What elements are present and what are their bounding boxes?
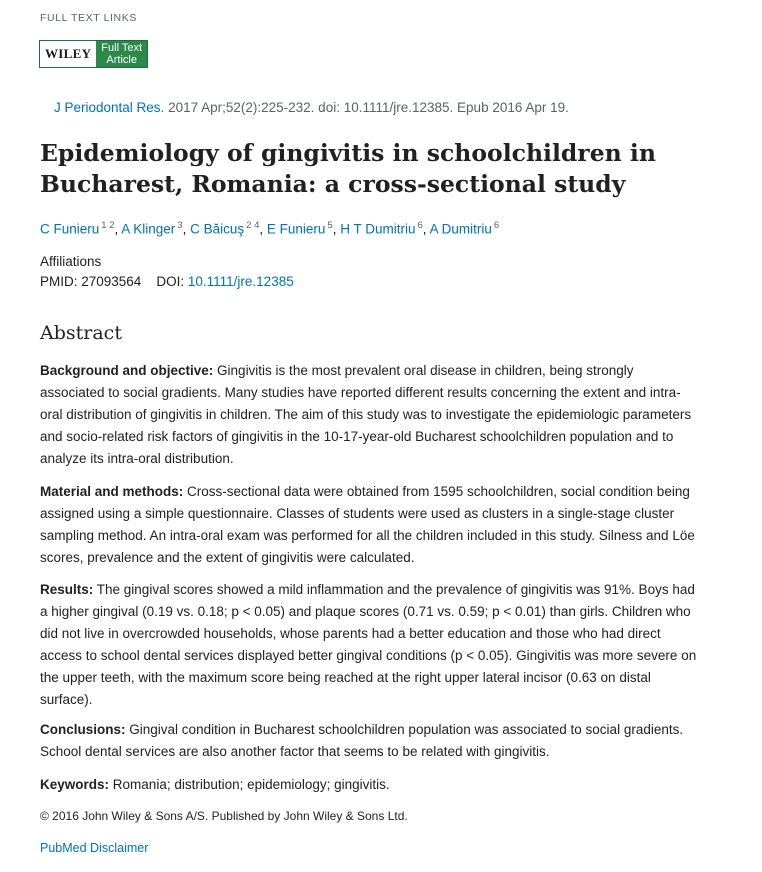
abstract-keywords: [40, 774, 700, 796]
author-link[interactable]: A Klinger: [121, 221, 176, 237]
section-label: Background and objective:: [40, 363, 214, 378]
journal-link[interactable]: J Periodontal Res.: [54, 100, 165, 115]
author-affiliation-ref[interactable]: 2 4: [246, 220, 260, 231]
abstract-background: [40, 360, 700, 470]
author-affiliation-ref[interactable]: 3: [177, 220, 183, 231]
abstract-methods: [40, 481, 700, 569]
abstract-heading: Abstract: [40, 322, 122, 344]
section-text: Cross-sectional data were obtained from 1595 schoolchildren, social condition being assigned using a simple questionnaire. Classes of students were used as clusters in a single-stage cluster sampling method. An intra-oral exam was performed for all the children included in this study. Silness and Löe scores, prevalence and the extent of gingivitis were calculated.: [40, 484, 695, 565]
badge-line2: Article: [106, 54, 137, 66]
full-text-links-header: FULL TEXT LINKS: [40, 12, 137, 24]
wiley-logo: WILEY: [40, 41, 96, 67]
article-title: Epidemiology of gingivitis in schoolchildren in Bucharest, Romania: a cross-sectional study: [40, 139, 656, 198]
doi-link[interactable]: 10.1111/jre.12385: [187, 274, 294, 289]
abstract-conclusions: [40, 719, 700, 763]
section-text: The gingival scores showed a mild inflammation and the prevalence of gingivitis was 91%. Boys had a higher gingival (0.19 vs. 0.18; p < 0.05) and plaque scores (0.71 vs. 0.59; p < 0.01) than girls. Children who did not live in overcrowded households, whose parents had a better education and those who had direct access to school dental services displayed better gingival conditions (p < 0.05). Gingivitis was more severe on the upper teeth, with the maximum score being reached at the right upper lateral incisor (0.63 on distal surface).: [40, 582, 697, 707]
author-affiliation-ref[interactable]: 6: [417, 220, 423, 231]
abstract-results: [40, 579, 700, 711]
author-link[interactable]: E Funieru: [266, 221, 326, 237]
section-label: Keywords:: [40, 777, 110, 792]
section-text: Gingivitis is the most prevalent oral disease in children, being strongly associated to social gradients. Many studies have reported different results concerning the extent and intra-oral distribution of gingivitis in children. The aim of this study was to investigate the epidemiologic parameters and socio-related risk factors of gingivitis in the 10-17-year-old Bucharest schoolchildren population and to analyze its intra-oral distribution.: [40, 363, 692, 466]
author-affiliation-ref[interactable]: 5: [327, 220, 333, 231]
citation: [54, 100, 569, 115]
section-label: Material and methods:: [40, 484, 184, 499]
affiliations-toggle[interactable]: Affiliations: [40, 254, 102, 269]
doi-label: DOI:: [156, 274, 185, 289]
section-text: Romania; distribution; epidemiology; gingivitis.: [112, 777, 390, 792]
article-ids: [40, 274, 294, 289]
full-text-article-badge: [96, 41, 147, 67]
badge-line1: Full Text: [101, 42, 143, 54]
author-link[interactable]: A Dumitriu: [429, 221, 492, 237]
pmid: PMID: 27093564: [40, 274, 142, 289]
author-affiliation-ref[interactable]: 6: [493, 220, 500, 231]
author-affiliation-ref[interactable]: 1 2: [101, 220, 115, 231]
author-link[interactable]: C Băicuş: [190, 221, 245, 237]
section-text: Gingival condition in Bucharest schoolchildren population was associated to social gradients. School dental services are also another factor that seems to be related with gingivitis.: [40, 722, 684, 759]
section-label: Conclusions:: [40, 722, 126, 737]
author-list: C Funieru $^{1 2}$, A Klinger $^3$, C Băicuş $^{2 4}$, E Funieru $^5$, H T Dumitriu $^6$, A Dumitriu $^6$: [40, 220, 500, 237]
author-link[interactable]: H T Dumitriu: [340, 221, 416, 237]
copyright: © 2016 John Wiley & Sons A/S. Published by John Wiley & Sons Ltd.: [40, 809, 408, 823]
section-label: Results:: [40, 582, 94, 597]
pubmed-disclaimer-link[interactable]: PubMed Disclaimer: [40, 841, 149, 855]
author-link[interactable]: C Funieru: [40, 221, 100, 237]
citation-details: 2017 Apr;52(2):225-232. doi: 10.1111/jre.12385. Epub 2016 Apr 19.: [168, 100, 569, 115]
wiley-full-text-link[interactable]: [39, 40, 148, 68]
